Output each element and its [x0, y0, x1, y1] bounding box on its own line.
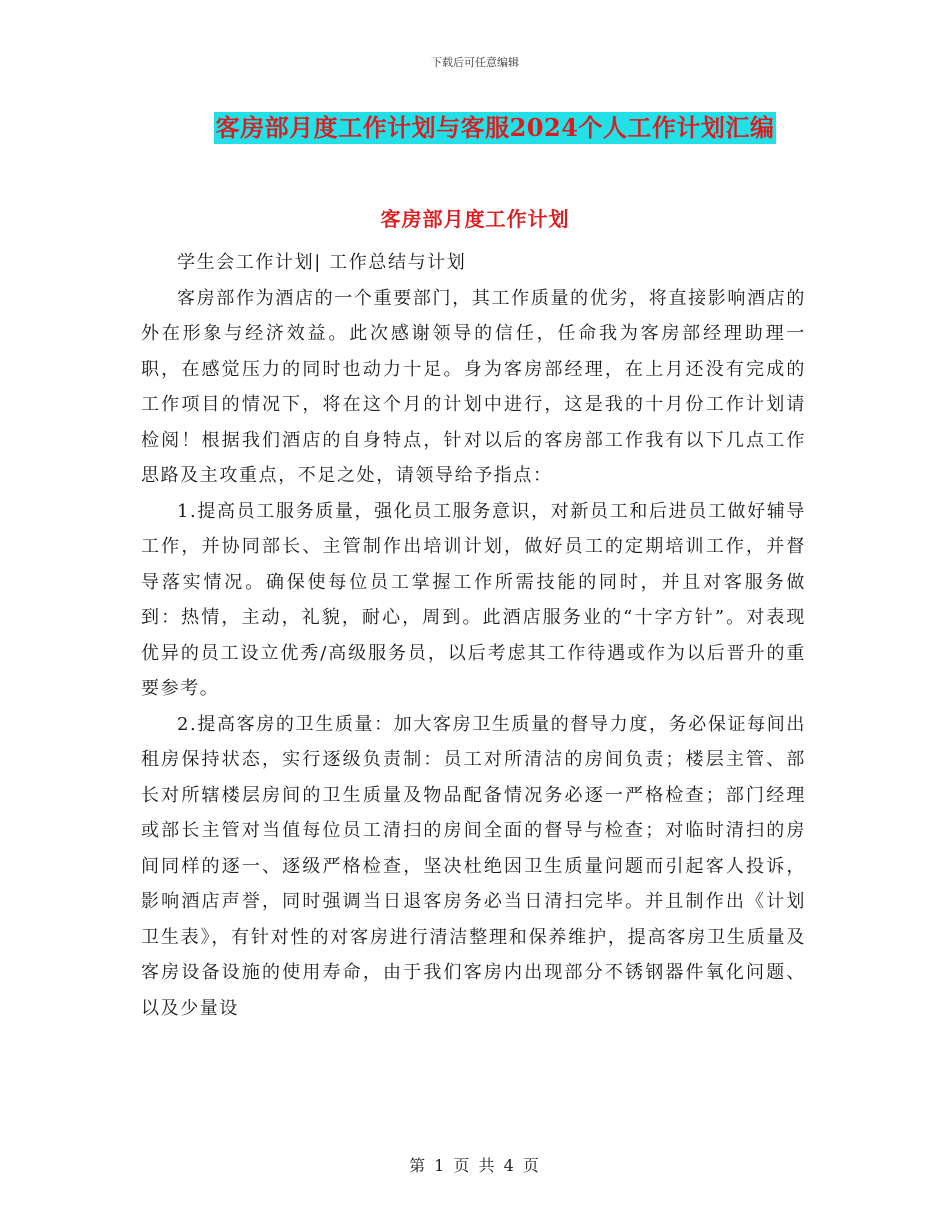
document-title: 客房部月度工作计划与客服2024个人工作计划汇编 [215, 113, 775, 142]
paragraph-item-1: 1.提高员工服务质量，强化员工服务意识，对新员工和后进员工做好辅导工作，并协同部长、主管制作出培训计划，做好员工的定期培训工作，并督导落实情况。确保使每位员工掌握工作所需技能的同时，并且对客服务做到：热情，主动，礼貌，耐心，周到。此酒店服务业的“十字方针”。对表现优异的员工设立优秀/高级服务员，以后考虑其工作待遇或作为以后晋升的重要参考。 [141, 500, 806, 699]
paragraph-item-2: 2.提高客房的卫生质量：加大客房卫生质量的督导力度，务必保证每间出租房保持状态，实行逐级负责制：员工对所清洁的房间负责；楼层主管、部长对所辖楼层房间的卫生质量及物品配备情况务必逐一严格检查；部门经理或部长主管对当值每位员工清扫的房间全面的督导与检查；对临时清扫的房间同样的逐一、逐级严格检查，坚决杜绝因卫生质量问题而引起客人投诉，影响酒店声誉，同时强调当日退客房务必当日清扫完毕。并且制作出《计划卫生表》，有针对性的对客房进行清洁整理和保养维护，提高客房卫生质量及客房设备设施的使用寿命，由于我们客房内出现部分不锈钢器件氧化问题、以及少量设 [141, 713, 806, 1019]
paragraph-subtitle: 学生会工作计划| 工作总结与计划 [177, 252, 467, 273]
page-number: 第 1 页 共 4 页 [409, 1156, 541, 1175]
header-note: 下载后可任意编辑 [431, 56, 519, 69]
document-title-wrap [0, 112, 950, 144]
paragraph-intro: 客房部作为酒店的一个重要部门，其工作质量的优劣，将直接影响酒店的外在形象与经济效益。此次感谢领导的信任，任命我为客房部经理助理一职，在感觉压力的同时也动力十足。身为客房部经理，在上月还没有完成的工作项目的情况下，将在这个月的计划中进行，这是我的十月份工作计划请检阅！根据我们酒店的自身特点，针对以后的客房部工作我有以下几点工作思路及主攻重点，不足之处，请领导给予指点： [141, 287, 806, 486]
section-title: 客房部月度工作计划 [380, 207, 570, 231]
document-body [141, 245, 806, 1026]
